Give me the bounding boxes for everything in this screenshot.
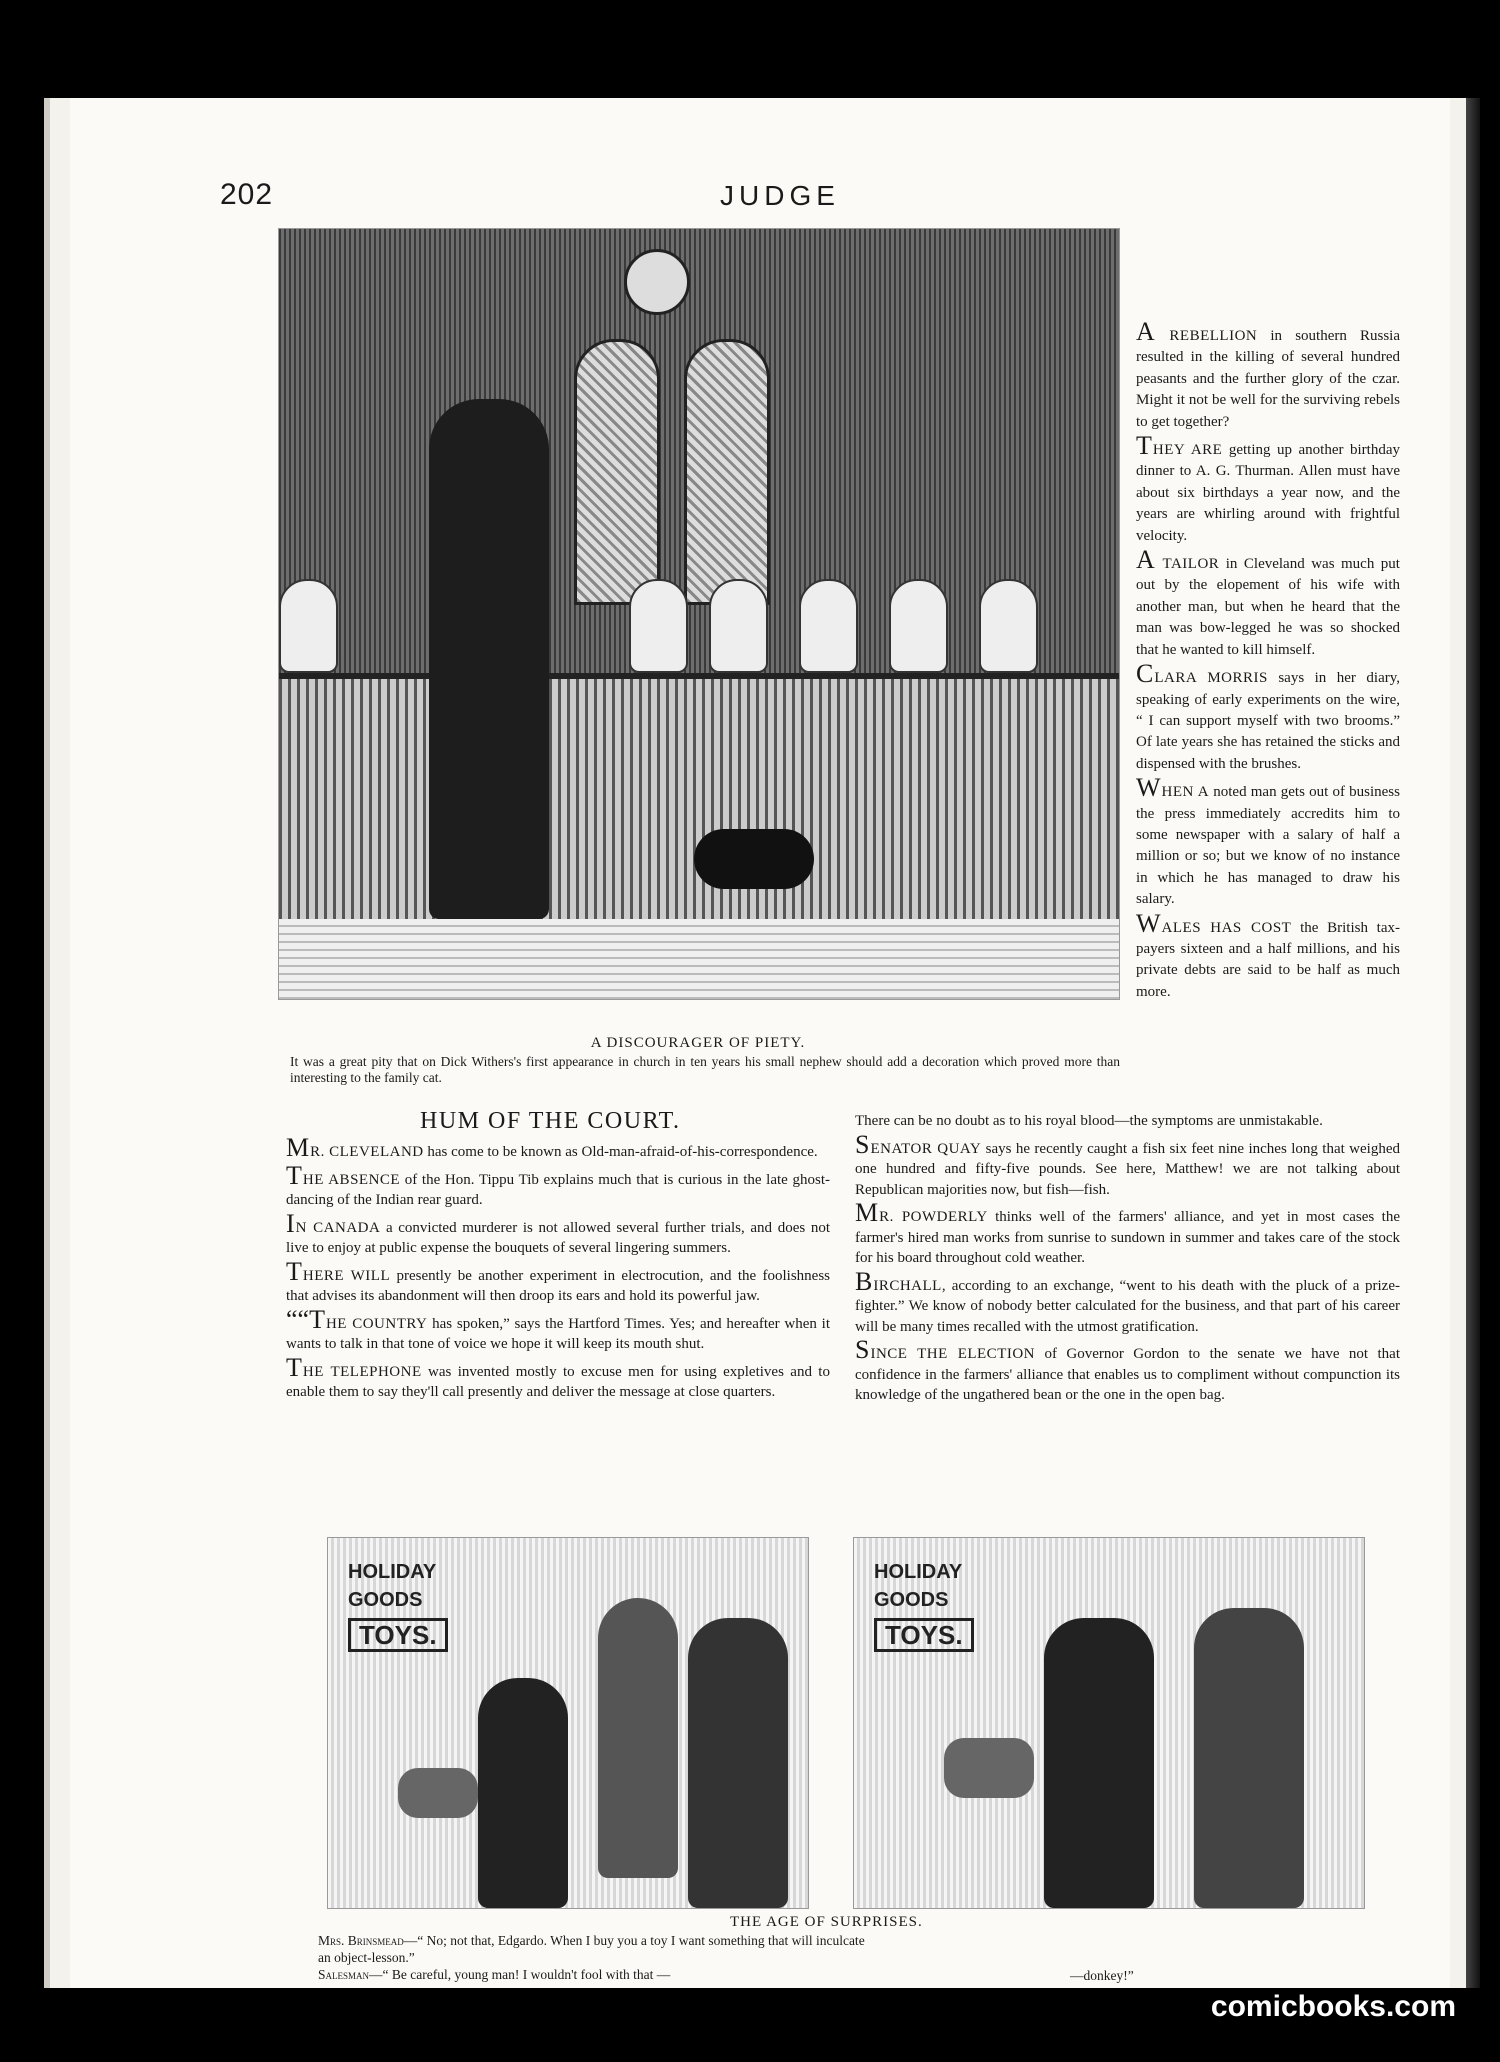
lead-words: ENATOR QUAY (870, 1140, 982, 1157)
lead-words: N CANADA (295, 1219, 381, 1236)
congregation-figure (279, 579, 338, 673)
binding-edge (1466, 98, 1480, 1988)
drop-initial: I (286, 1208, 295, 1238)
drop-initial: T (286, 1352, 302, 1382)
paragraph (286, 1208, 831, 1259)
paragraph-text: thinks well of the farmers' alliance, and yet in most cases the farmer's hired man works from sunrise to sundown in summer and takes care of the stock for his board throughout cold weather. (855, 1209, 1400, 1266)
sign-line: HOLIDAY (348, 1561, 437, 1583)
drop-initial: S (855, 1335, 870, 1364)
drop-initial: T (286, 1160, 302, 1190)
drop-initial: T (1136, 431, 1152, 461)
paragraph-text: says he recently caught a fish six feet nine inches long that weighed one hundred and fifty-five pounds. See here, Matthew! we are not talking about Republican majorities now, but fish—fish. (855, 1140, 1400, 1198)
paragraph (855, 1129, 1400, 1201)
lead-words: R. POWDERLY (879, 1209, 988, 1225)
middle-column (855, 1111, 1400, 1413)
speaker-name: Mrs. Brinsmead (318, 1933, 404, 1948)
paragraph-text: has come to be known as Old-man-afraid-of-his-correspondence. (423, 1144, 818, 1160)
lead-words: HE COUNTRY (325, 1315, 428, 1332)
dialogue-line: —“ No; not that, Edgardo. When I buy you a toy I want something that will inculcate an object-lesson.” (318, 1933, 865, 1965)
lead-words: REBELLION (1155, 328, 1258, 344)
lead-words: LARA MORRIS (1154, 670, 1268, 687)
stained-glass-window (574, 339, 660, 605)
left-column (286, 1133, 831, 1410)
drop-initial: B (855, 1266, 873, 1296)
dialogue-line: —“ Be careful, young man! I wouldn't fool with that — (369, 1967, 671, 1982)
paragraph-text: of the Hon. Tippu Tib explains much that is curious in the late ghost-dancing of the Indian rear guard. (286, 1171, 831, 1208)
paragraph (286, 1256, 830, 1307)
lead-words: HE ABSENCE (302, 1171, 401, 1188)
magazine-page (70, 98, 1450, 1988)
page-sheet (44, 98, 1480, 1988)
paragraph-text: presently be another experiment in electrocution, and the foolishness that advises its abandonment will then droop its ears and hold its powerful jaw. (286, 1267, 830, 1304)
drop-initial: M (855, 1198, 879, 1227)
lead-words: HE TELEPHONE (302, 1363, 422, 1380)
paragraph (286, 1160, 831, 1211)
paragraph (855, 1111, 1400, 1132)
church-pew (279, 673, 1119, 919)
kicking-toy-donkey (944, 1738, 1034, 1798)
congregation-figure (889, 579, 948, 673)
right-column (1136, 317, 1400, 1010)
paragraph-text: of Governor Gordon to the senate we have not that confidence in the farmers' alliance that enables us to compliment without compunction its knowledge of the ungathered bean or the one in the open bag. (855, 1346, 1400, 1403)
stained-glass-window (684, 339, 770, 605)
congregation-figure (629, 579, 688, 673)
dialogue-line: —donkey!” (1070, 1968, 1134, 1983)
woman-figure (688, 1618, 788, 1908)
watermark: comicbooks.com (1210, 1990, 1456, 2023)
lead-words: HERE WILL (302, 1267, 391, 1284)
church-floor (279, 919, 1119, 999)
drop-initial: T (286, 1256, 302, 1286)
sign-line: GOODS (874, 1589, 949, 1611)
cartoon-title: THE AGE OF SURPRISES. (730, 1914, 923, 1930)
masthead: JUDGE (720, 180, 840, 211)
paragraph-text: There can be no doubt as to his royal blood—the symptoms are unmistakable. (855, 1113, 1323, 1129)
paragraph (286, 1352, 830, 1403)
paragraph (1136, 659, 1400, 775)
church-illustration (278, 228, 1120, 1000)
lead-words: ALES HAS COST (1161, 919, 1292, 936)
paragraph (855, 1266, 1400, 1338)
lead-words: TAILOR (1155, 556, 1220, 573)
paragraph (855, 1198, 1400, 1269)
paragraph-text: says in her diary, speaking of early experiments on the wire, “ I can support myself with two brooms.” Of late years she has retained the sticks and dispensed with the brushes. (1136, 670, 1400, 772)
sign-line: TOYS. (348, 1618, 448, 1652)
holiday-sign (348, 1558, 448, 1652)
toy-shop-cartoon-right (853, 1537, 1365, 1909)
paragraph (1136, 908, 1400, 1004)
illustration-title: A DISCOURAGER OF PIETY. (590, 1035, 806, 1051)
woman-figure (1194, 1608, 1304, 1908)
paragraph-text: has spoken,” says the Hartford Times. Yes; and hereafter when it wants to talk in that tone of voice we hope it will keep its mouth shut. (286, 1315, 830, 1352)
illustration-caption: It was a great pity that on Dick Withers's first appearance in church in ten years his small nephew should add a decoration which proved more than interesting to the family cat. (290, 1054, 1120, 1085)
paragraph (855, 1335, 1400, 1406)
drop-initial: S (855, 1129, 870, 1159)
section-title: HUM OF THE COURT. (420, 1108, 681, 1134)
toy-shop-cartoon-left (327, 1537, 809, 1909)
paragraph (286, 1304, 830, 1355)
drop-initial: M (286, 1133, 310, 1162)
paragraph-text: was invented mostly to excuse men for using expletives and to enable them to say they'll call presently and deliver the message at close quarters. (286, 1363, 830, 1400)
boy-figure (478, 1678, 568, 1908)
paragraph (1136, 773, 1400, 910)
paragraph-text: according to an exchange, “went to his death with the pluck of a prize-fighter.” We know of nobody better calculated for the business, and that part of his career will be many times recalled with the utmost gratification. (855, 1277, 1400, 1335)
lead-words: INCE THE ELECTION (870, 1346, 1036, 1362)
cartoon-caption (306, 1932, 866, 1983)
drop-initial: A (1136, 317, 1155, 346)
drop-initial: W (1136, 773, 1161, 803)
man-in-frock-coat (429, 399, 549, 919)
paragraph-text: a convicted murderer is not allowed several further trials, and does not live to enjoy at public expense the bouquets of several lingering summers. (286, 1219, 831, 1256)
holiday-sign (874, 1558, 974, 1652)
sign-line: HOLIDAY (874, 1561, 963, 1583)
page-number: 202 (220, 178, 274, 211)
paragraph (1136, 545, 1400, 661)
drop-initial: C (1136, 659, 1154, 689)
drop-initial: A (1136, 545, 1155, 575)
toy-donkey (398, 1768, 478, 1818)
lead-words: HEY ARE (1152, 442, 1223, 459)
rose-window (624, 249, 690, 315)
lead-words: HEN A (1161, 784, 1210, 801)
black-cat (694, 829, 814, 889)
sign-line: TOYS. (874, 1618, 974, 1652)
speaker-name: Salesman (318, 1967, 370, 1982)
paragraph-text: in southern Russia resulted in the killing of several hundred peasants and the further glory of the czar. Might it not be well for the surviving rebels to get together? (1136, 328, 1400, 430)
congregation-figure (979, 579, 1038, 673)
drop-initial: ““T (286, 1304, 325, 1334)
paragraph (1136, 317, 1400, 433)
paragraph (286, 1133, 830, 1163)
lead-words: R. CLEVELAND (310, 1144, 424, 1160)
drop-initial: W (1136, 908, 1161, 938)
sign-line: GOODS (348, 1589, 423, 1611)
salesman-figure (598, 1598, 678, 1878)
congregation-figure (709, 579, 768, 673)
lead-words: IRCHALL, (873, 1277, 947, 1294)
paragraph-text: getting up another birthday dinner to A. G. Thurman. Allen must have about six birthdays a year now, and the years are whirling around with frightful velocity. (1136, 442, 1400, 544)
paragraph-text: the British tax-payers sixteen and a half millions, and his private debts are said to be half as much more. (1136, 919, 1400, 1000)
salesman-figure (1044, 1618, 1154, 1908)
paragraph (1136, 431, 1400, 547)
paragraph-text: in Cleveland was much put out by the elopement of his wife with another man, but when he heard that the man was bow-legged he was so shocked that he wanted to kill himself. (1136, 556, 1400, 658)
congregation-figure (799, 579, 858, 673)
paragraph-text: noted man gets out of business the press immediately accredits him to some newspaper with a salary of half a million or so; but we know of no instance in which he has managed to draw his salary. (1136, 784, 1400, 908)
